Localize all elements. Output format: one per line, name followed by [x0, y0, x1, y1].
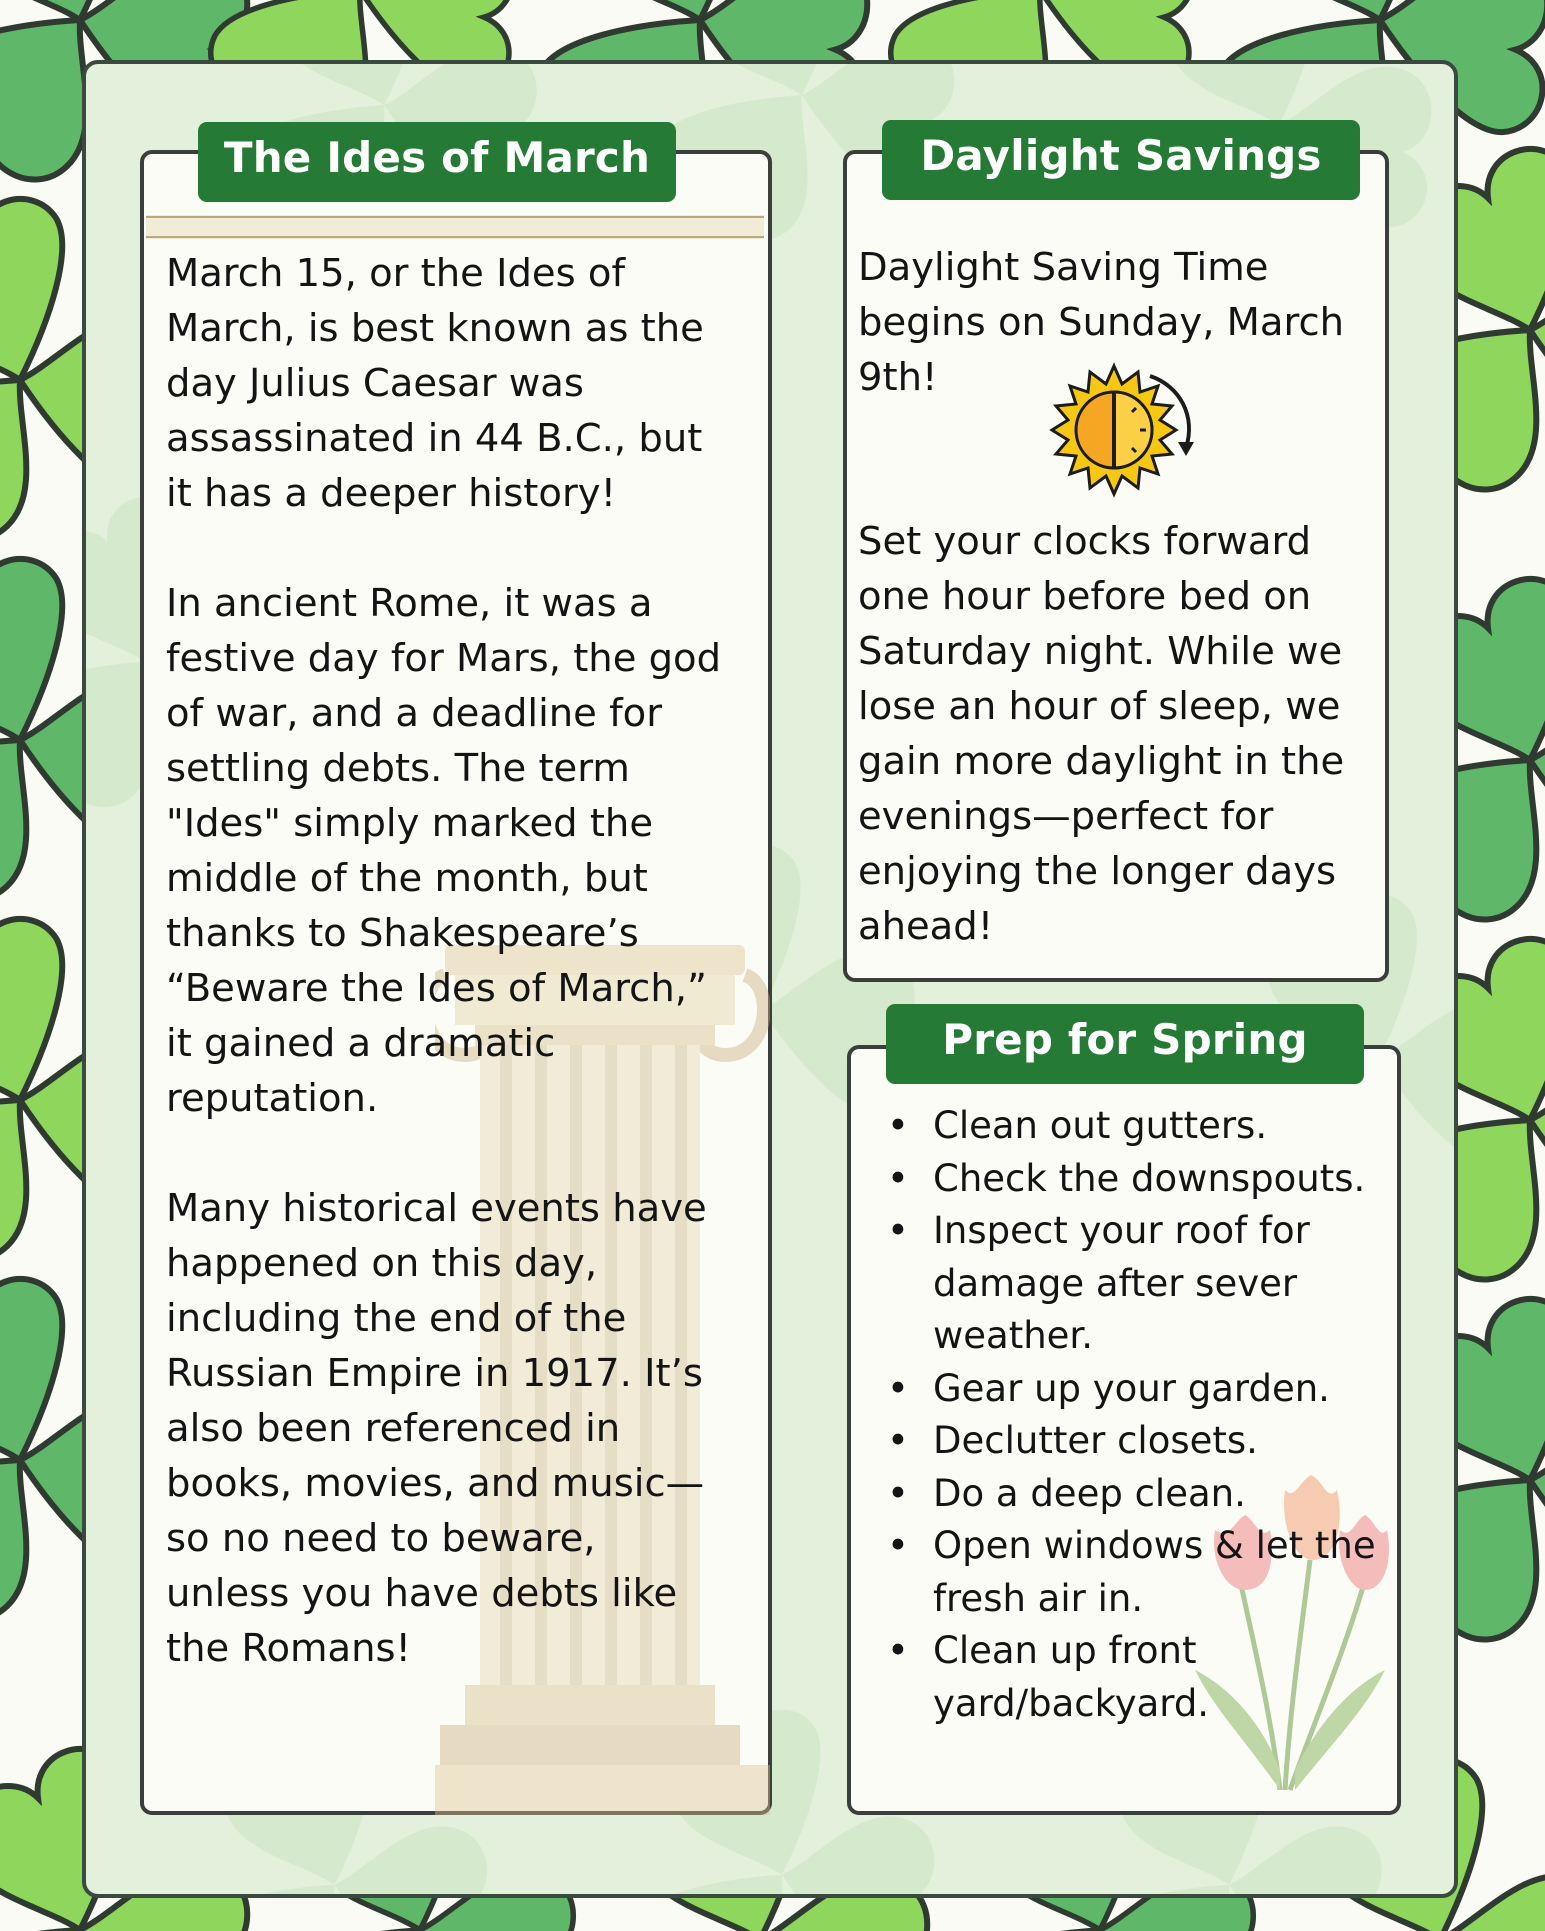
ides-paragraph-1: March 15, or the Ides of March, is best known as the day Julius Caesar was assassinated in 44 B.C., but it has a deeper history!: [166, 251, 704, 516]
daylight-intro: Daylight Saving Time begins on Sunday, March 9th!: [858, 245, 1345, 400]
daylight-body: Set your clocks forward one hour before bed on Saturday night. While we lose an hour of sleep, we gain more daylight in the evenings—perfect for enjoying the longer days ahead!: [858, 519, 1345, 949]
list-item: • Declutter closets.: [887, 1415, 1377, 1468]
greek-key-border: [146, 215, 764, 239]
list-item: • Clean out gutters.: [887, 1100, 1377, 1153]
sun-clock-icon: [1040, 356, 1200, 506]
daylight-title: Daylight Savings: [882, 120, 1360, 200]
list-item: • Inspect your roof for damage after sever weather.: [887, 1205, 1377, 1363]
ides-paragraph-2: In ancient Rome, it was a festive day for Mars, the god of war, and a deadline for settling debts. The term "Ides" simply marked the middle of the month, but thanks to Shakespeare’s “Beware the Ides of March,” it gained a dramatic reputation.: [166, 581, 722, 1121]
list-item: • Open windows & let the fresh air in.: [887, 1520, 1377, 1625]
list-item: • Gear up your garden.: [887, 1363, 1377, 1416]
list-item: • Do a deep clean.: [887, 1468, 1377, 1521]
spring-checklist: [887, 1100, 1377, 1730]
ides-title: The Ides of March: [198, 122, 676, 202]
list-item: • Clean up front yard/backyard.: [887, 1625, 1377, 1730]
list-item: • Check the downspouts.: [887, 1153, 1377, 1206]
spring-title: Prep for Spring: [886, 1004, 1364, 1084]
ides-paragraph-3: Many historical events have happened on this day, including the end of the Russian Empire in 1917. It’s also been referenced in books, movies, and music—so no need to beware, unless you have debts like the Romans!: [166, 1186, 707, 1671]
ides-body: [166, 246, 726, 1676]
